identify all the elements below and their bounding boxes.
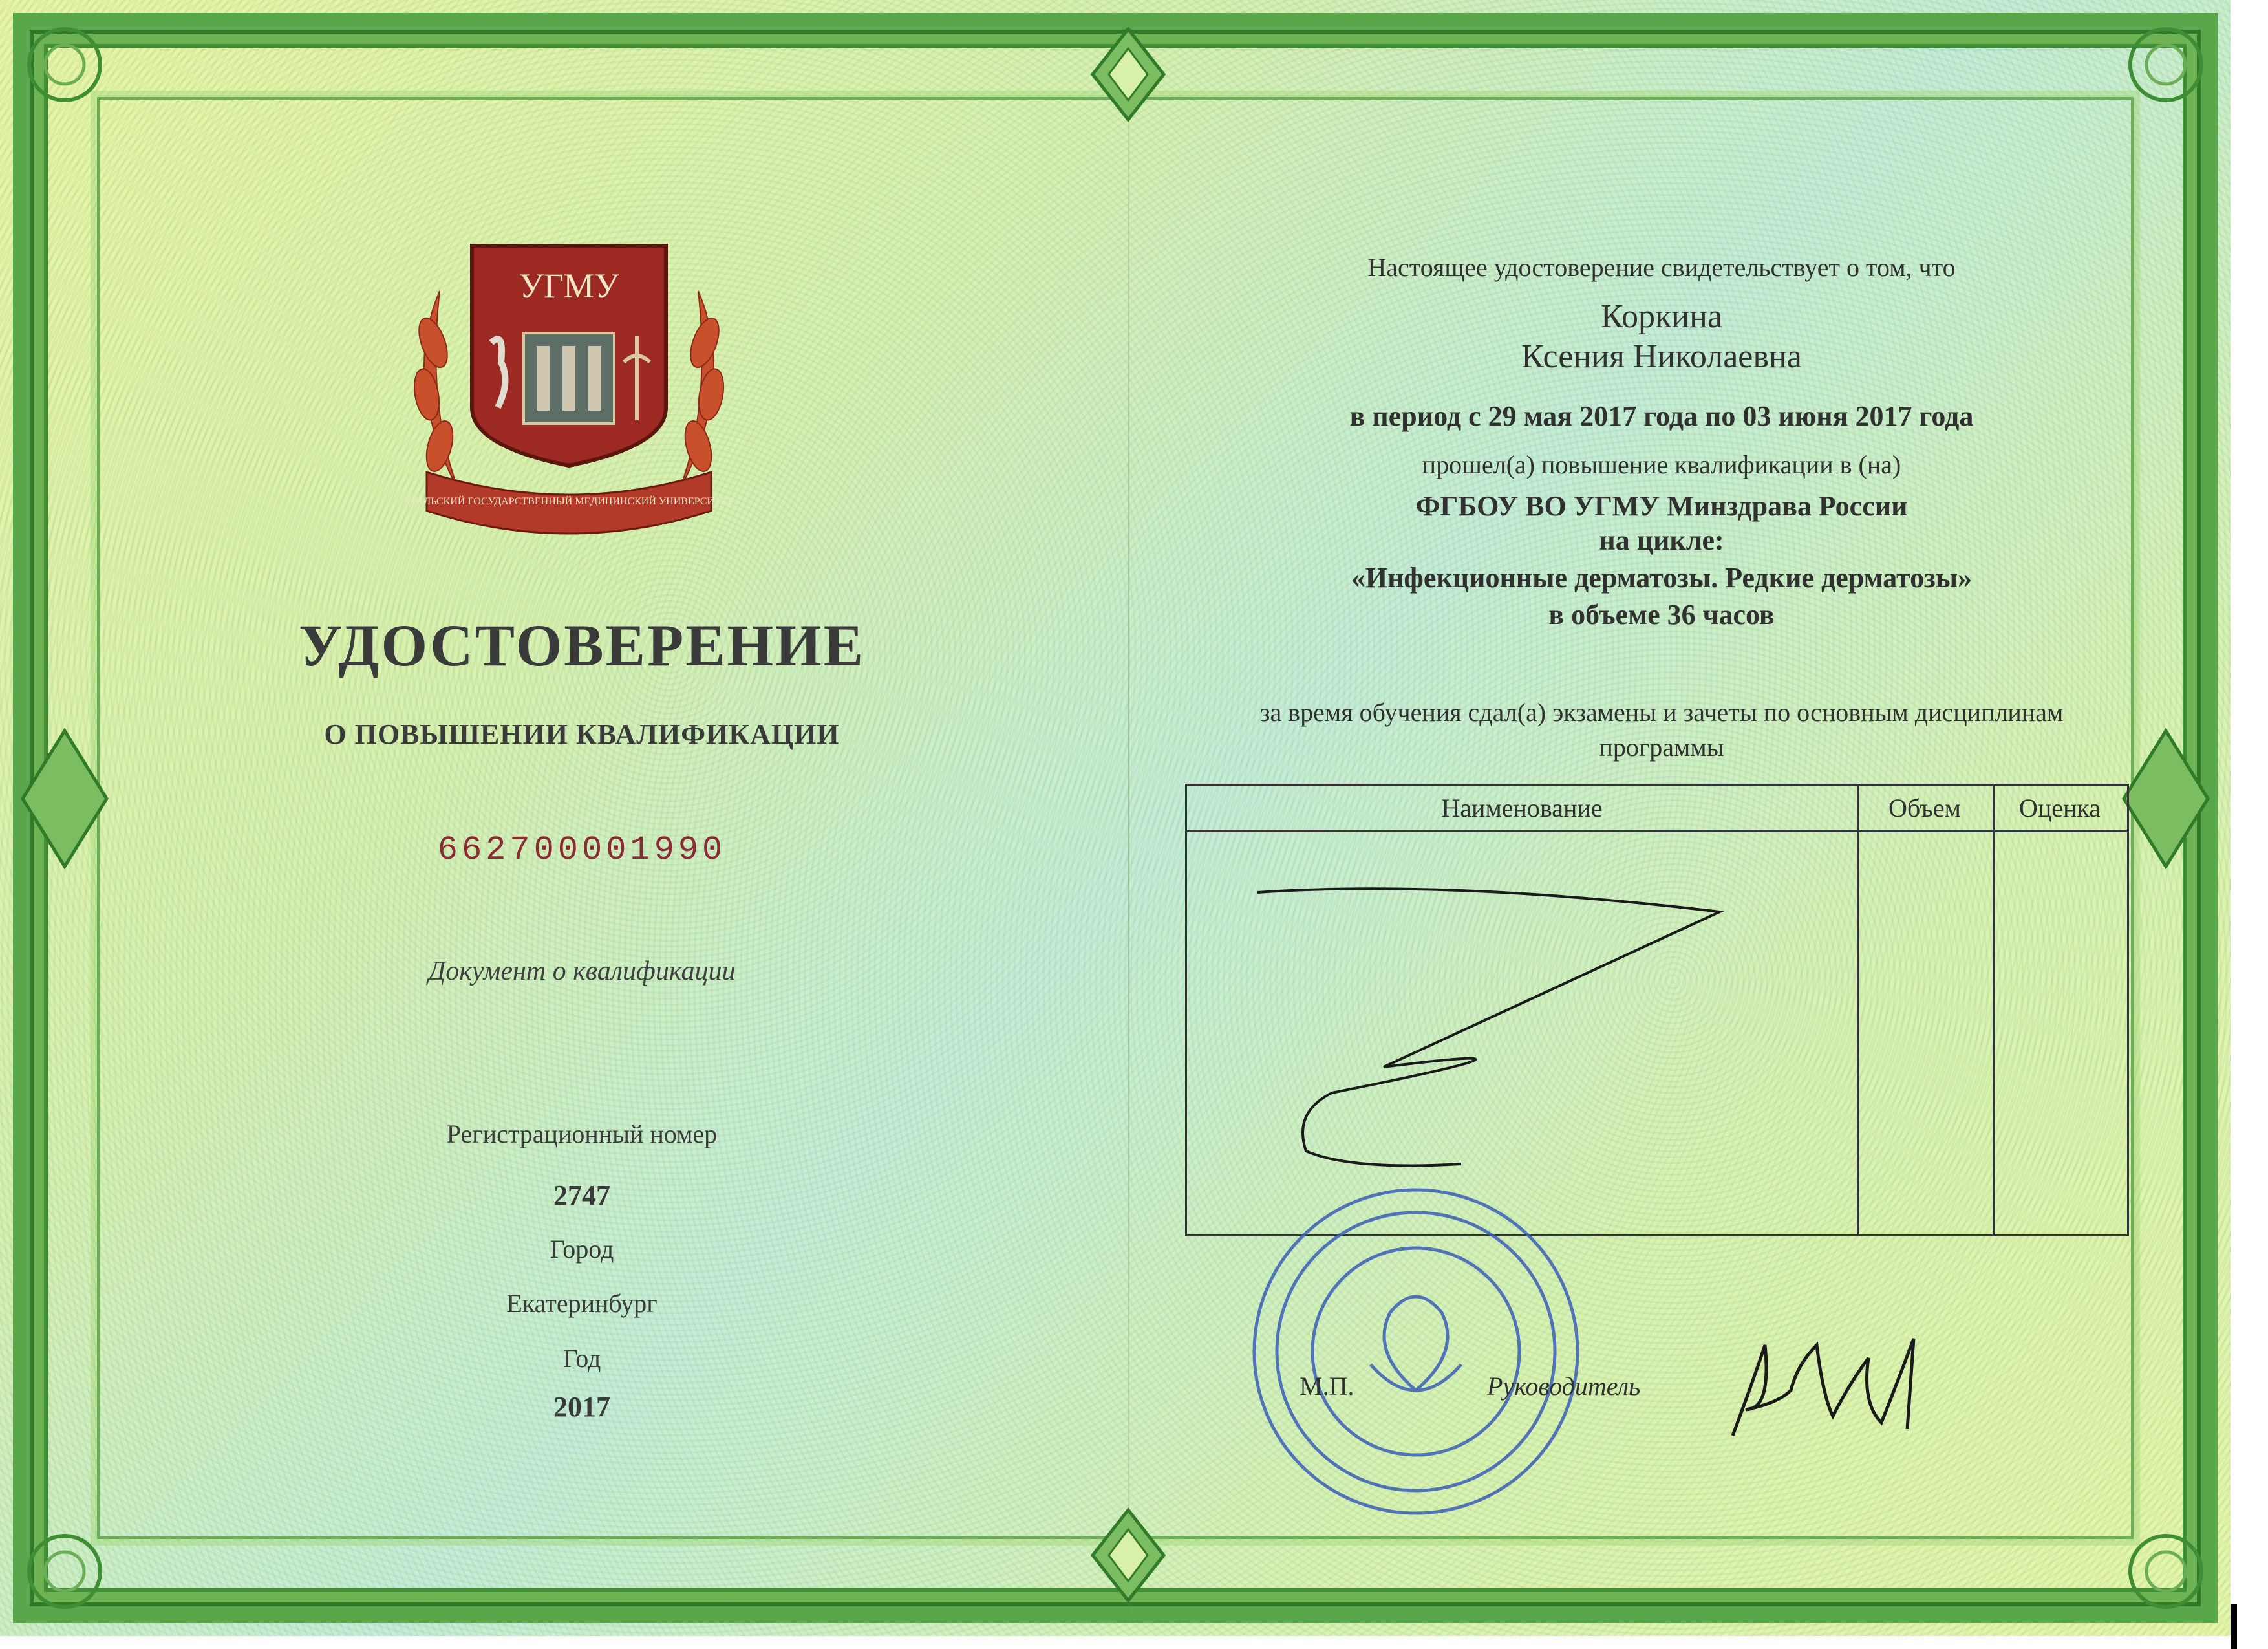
document-title: УДОСТОВЕРЕНИЕ <box>298 612 866 678</box>
table-header-name: Наименование <box>1187 786 1857 832</box>
official-seal-stamp-icon <box>1241 1183 1590 1520</box>
completed-text: прошел(а) повышение квалификации в (на) <box>1422 450 1901 479</box>
table-column-divider <box>1993 786 1995 1234</box>
corner-ornament-icon <box>13 13 116 116</box>
year-value: 2017 <box>553 1391 610 1423</box>
bottom-center-ornament-icon <box>1086 1507 1170 1604</box>
year-label: Год <box>562 1344 601 1373</box>
registration-number: 2747 <box>553 1180 610 1211</box>
given-names: Ксения Николаевна <box>1521 338 1802 375</box>
corner-ornament-icon <box>2114 1520 2218 1623</box>
city-label: Город <box>550 1234 614 1264</box>
emblem-abbrev: УГМУ <box>519 266 619 305</box>
table-column-divider <box>1857 786 1859 1234</box>
cancellation-z-mark <box>1254 879 1746 1170</box>
cycle-label: на цикле: <box>1599 524 1724 556</box>
top-center-ornament-icon <box>1086 26 1170 123</box>
corner-ornament-icon <box>13 1520 116 1623</box>
center-fold <box>1128 26 1129 1617</box>
left-edge-ornament-icon <box>16 724 113 873</box>
corner-ornament-icon <box>2114 13 2218 116</box>
exams-text-line2: программы <box>1599 733 1724 762</box>
cycle-name: «Инфекционные дерматозы. Редкие дерматозы» <box>1351 562 1973 594</box>
surname: Коркина <box>1600 298 1723 335</box>
registration-label: Регистрационный номер <box>446 1119 718 1148</box>
intro-text: Настоящее удостоверение свидетельствует о том, что <box>1367 253 1956 282</box>
institution-name: ФГБОУ ВО УГМУ Минздрава России <box>1415 490 1908 522</box>
exams-text-line1: за время обучения сдал(а) экзамены и зачеты по основным дисциплинам <box>1259 698 2064 727</box>
emblem-ribbon-text: УРАЛЬСКИЙ ГОСУДАРСТВЕННЫЙ МЕДИЦИНСКИЙ УНИВЕРСИТЕТ <box>404 496 734 507</box>
head-signature-label: Руководитель <box>1487 1372 1641 1401</box>
document-type: Документ о квалификации <box>428 956 736 986</box>
university-emblem-icon <box>388 213 750 550</box>
study-period: в период с 29 мая 2017 года по 03 июня 2017 года <box>1349 400 1974 432</box>
table-header-grade: Оценка <box>1993 786 2127 832</box>
stamp-place-label: М.П. <box>1300 1372 1354 1401</box>
table-header-volume: Объем <box>1857 786 1993 832</box>
head-signature-icon <box>1720 1306 1952 1449</box>
serial-number: 662700001990 <box>437 831 727 869</box>
city-value: Екатеринбург <box>506 1289 658 1318</box>
training-volume: в объеме 36 часов <box>1548 599 1775 630</box>
scan-edge-mark <box>2231 1604 2237 1649</box>
document-subtitle: О ПОВЫШЕНИИ КВАЛИФИКАЦИИ <box>324 718 840 750</box>
